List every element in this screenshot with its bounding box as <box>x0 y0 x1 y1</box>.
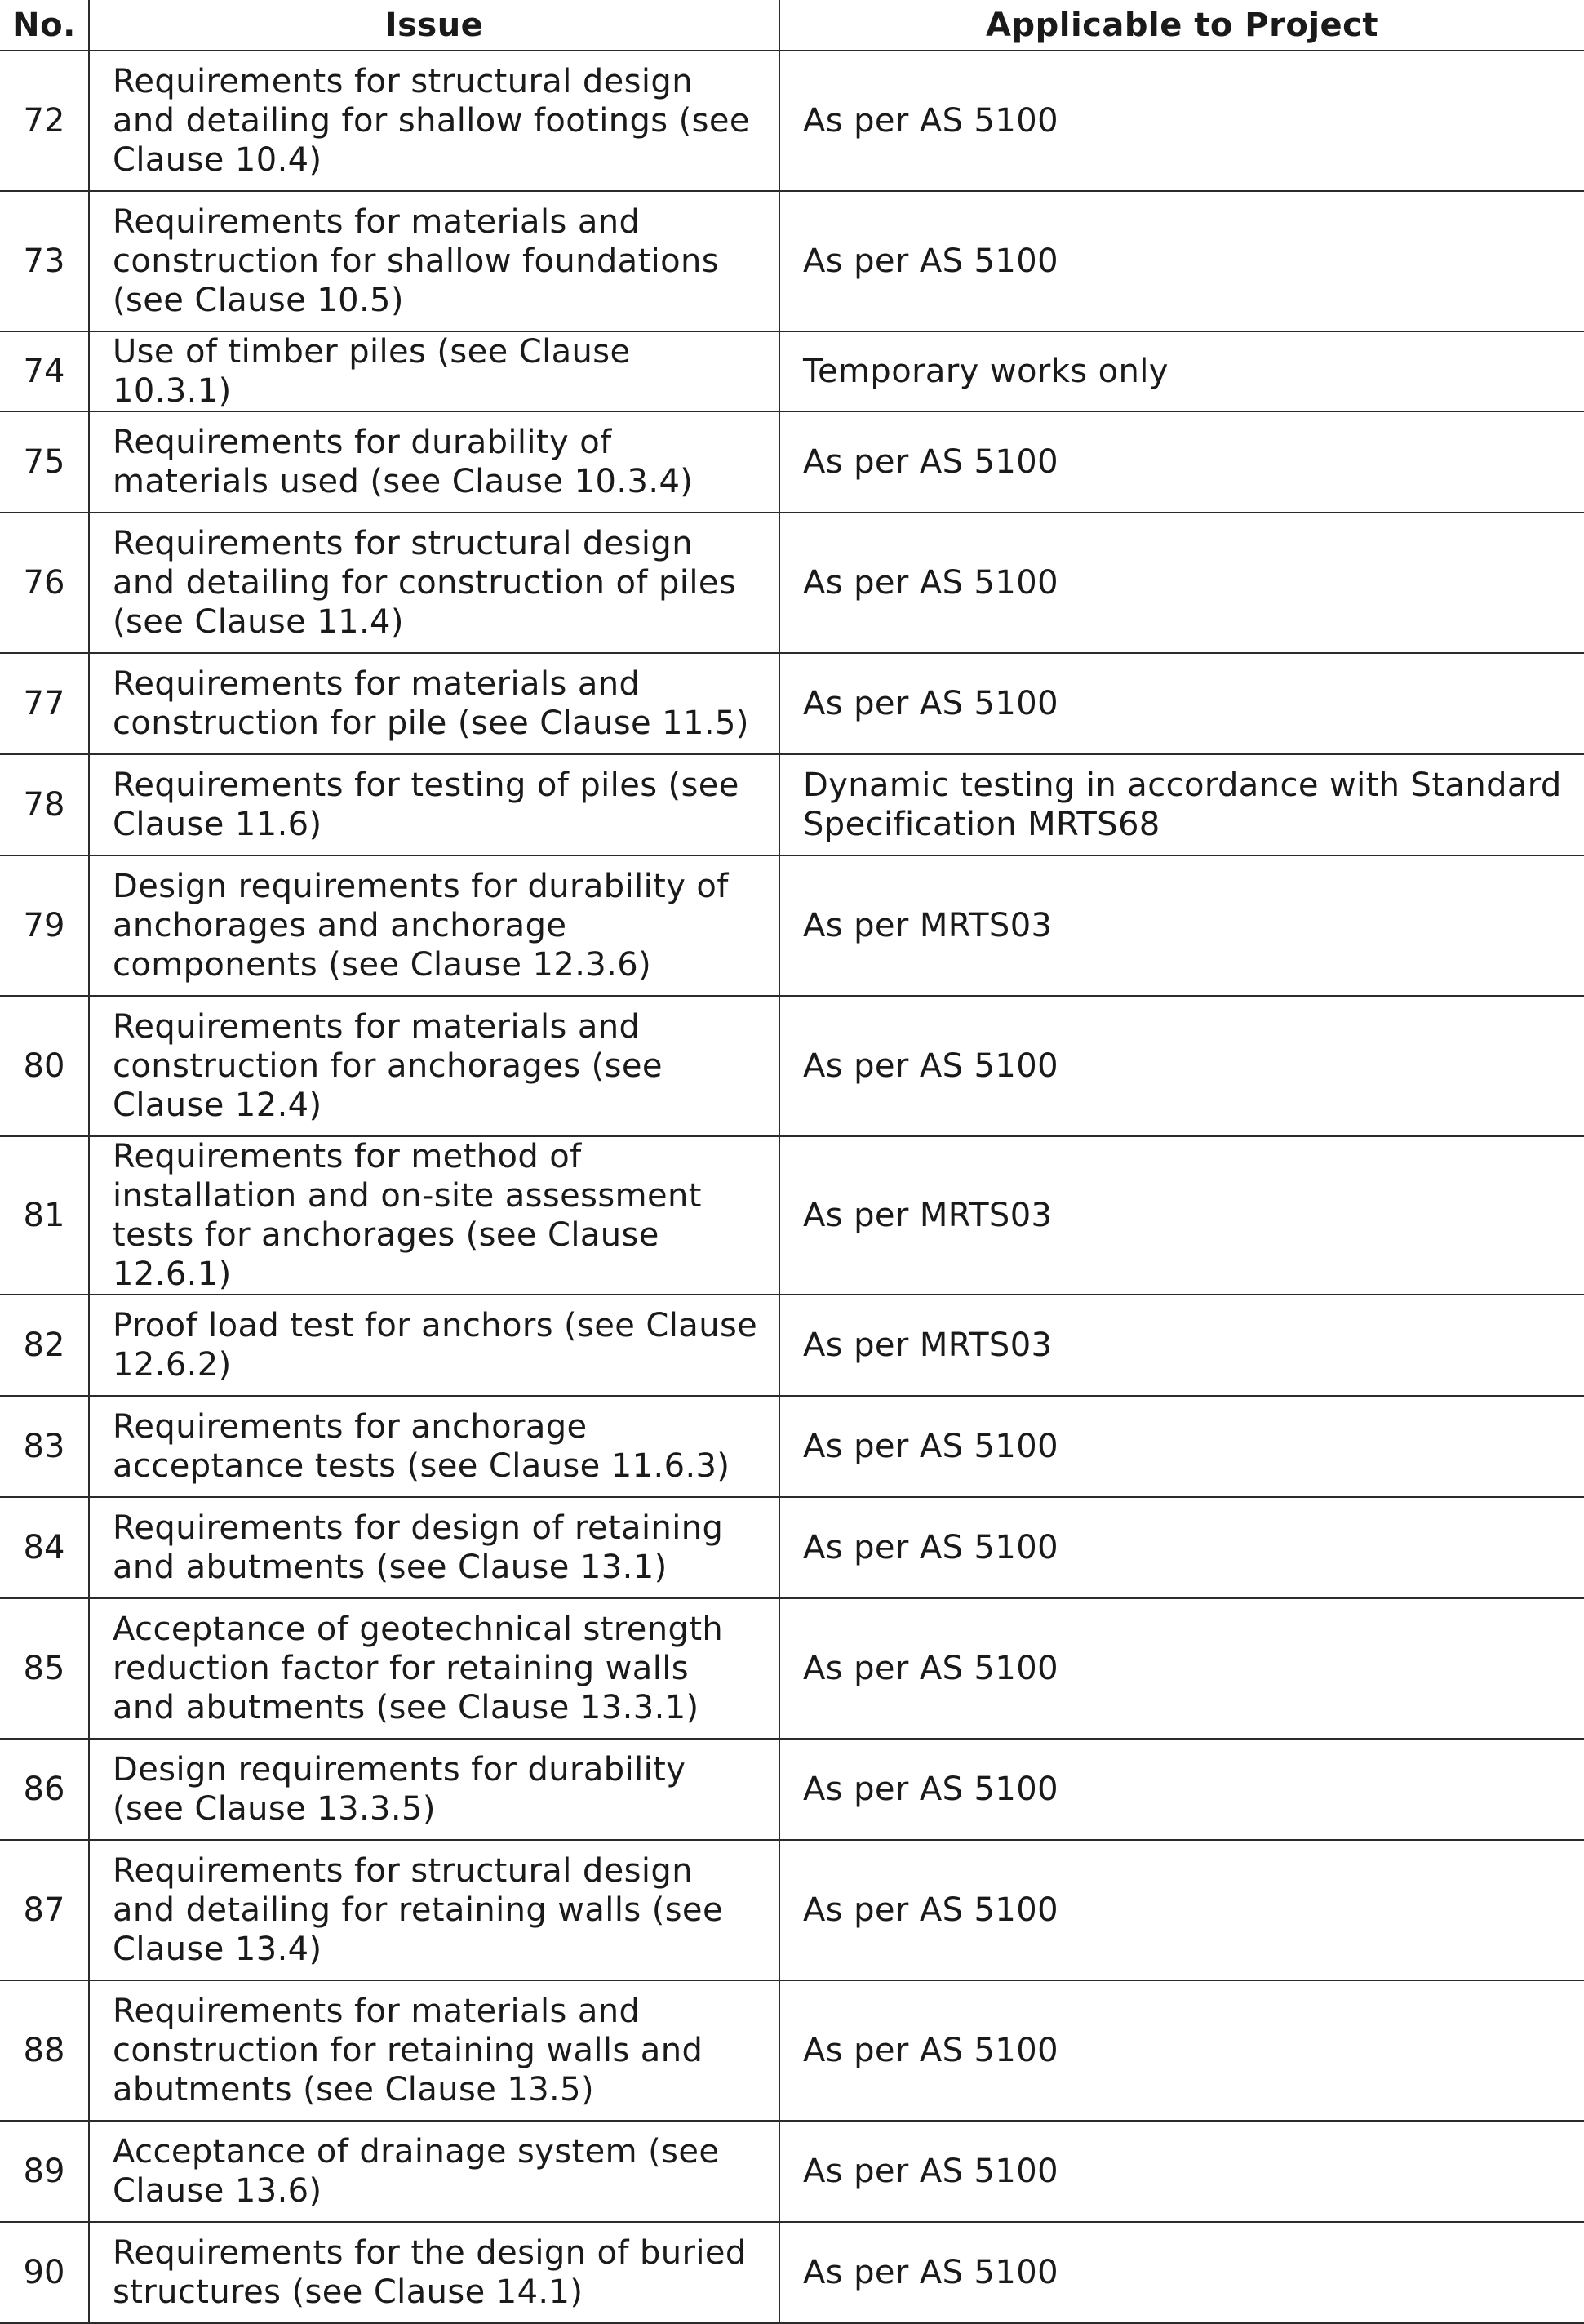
row-no: 72 <box>0 51 89 191</box>
row-no: 81 <box>0 1136 89 1295</box>
row-issue: Use of timber piles (see Clause 10.3.1) <box>89 331 779 411</box>
row-no: 82 <box>0 1295 89 1396</box>
table-row <box>0 1295 1584 1396</box>
row-applicable: As per AS 5100 <box>779 411 1584 513</box>
table-row <box>0 754 1584 855</box>
row-no: 80 <box>0 996 89 1136</box>
table-row <box>0 1840 1584 1980</box>
row-no: 73 <box>0 191 89 331</box>
row-issue: Requirements for the design of buried structures (see Clause 14.1) <box>89 2222 779 2323</box>
row-issue: Design requirements for durability of anchorages and anchorage components (see Clause 12.3.6) <box>89 855 779 996</box>
row-no: 76 <box>0 513 89 653</box>
table-row <box>0 855 1584 996</box>
row-issue: Requirements for materials and construction for anchorages (see Clause 12.4) <box>89 996 779 1136</box>
row-applicable: Dynamic testing in accordance with Standard Specification MRTS68 <box>779 754 1584 855</box>
table-row <box>0 51 1584 191</box>
table-row <box>0 996 1584 1136</box>
row-applicable: As per AS 5100 <box>779 1598 1584 1739</box>
row-issue: Requirements for method of installation and on-site assessment tests for anchorages (see Clause 12.6.1) <box>89 1136 779 1295</box>
row-issue: Design requirements for durability (see Clause 13.3.5) <box>89 1739 779 1840</box>
table-row <box>0 1598 1584 1739</box>
row-issue: Requirements for durability of materials used (see Clause 10.3.4) <box>89 411 779 513</box>
row-issue: Requirements for materials and construction for pile (see Clause 11.5) <box>89 653 779 754</box>
row-applicable: As per AS 5100 <box>779 1840 1584 1980</box>
row-applicable: As per AS 5100 <box>779 51 1584 191</box>
table-row <box>0 653 1584 754</box>
row-no: 87 <box>0 1840 89 1980</box>
row-applicable: As per AS 5100 <box>779 1980 1584 2121</box>
row-no: 79 <box>0 855 89 996</box>
row-applicable: Temporary works only <box>779 331 1584 411</box>
row-issue: Requirements for materials and construction for retaining walls and abutments (see Clause 13.5) <box>89 1980 779 2121</box>
row-applicable: As per MRTS03 <box>779 1136 1584 1295</box>
row-no: 77 <box>0 653 89 754</box>
table-row <box>0 1396 1584 1497</box>
row-no: 84 <box>0 1497 89 1598</box>
table-row <box>0 2222 1584 2323</box>
row-applicable: As per AS 5100 <box>779 2121 1584 2222</box>
row-no: 83 <box>0 1396 89 1497</box>
row-issue: Requirements for anchorage acceptance tests (see Clause 11.6.3) <box>89 1396 779 1497</box>
row-applicable: As per AS 5100 <box>779 1396 1584 1497</box>
row-no: 74 <box>0 331 89 411</box>
row-no: 75 <box>0 411 89 513</box>
header-issue: Issue <box>89 0 779 51</box>
row-no: 85 <box>0 1598 89 1739</box>
row-issue: Acceptance of drainage system (see Clause 13.6) <box>89 2121 779 2222</box>
row-issue: Requirements for structural design and detailing for construction of piles (see Clause 11.4) <box>89 513 779 653</box>
row-applicable: As per AS 5100 <box>779 191 1584 331</box>
row-applicable: As per AS 5100 <box>779 513 1584 653</box>
row-applicable: As per AS 5100 <box>779 653 1584 754</box>
row-issue: Proof load test for anchors (see Clause 12.6.2) <box>89 1295 779 1396</box>
header-no: No. <box>0 0 89 51</box>
row-no: 89 <box>0 2121 89 2222</box>
row-issue: Requirements for structural design and detailing for shallow footings (see Clause 10.4) <box>89 51 779 191</box>
row-no: 88 <box>0 1980 89 2121</box>
row-issue: Acceptance of geotechnical strength reduction factor for retaining walls and abutments (see Clause 13.3.1) <box>89 1598 779 1739</box>
table-row <box>0 1136 1584 1295</box>
row-applicable: As per MRTS03 <box>779 855 1584 996</box>
row-no: 86 <box>0 1739 89 1840</box>
row-issue: Requirements for materials and construction for shallow foundations (see Clause 10.5) <box>89 191 779 331</box>
table-row <box>0 2121 1584 2222</box>
table-row <box>0 331 1584 411</box>
header-applicable: Applicable to Project <box>779 0 1584 51</box>
table-row <box>0 411 1584 513</box>
table-row <box>0 191 1584 331</box>
table-row <box>0 513 1584 653</box>
row-applicable: As per MRTS03 <box>779 1295 1584 1396</box>
table-header-row <box>0 0 1584 51</box>
row-no: 90 <box>0 2222 89 2323</box>
row-applicable: As per AS 5100 <box>779 1739 1584 1840</box>
row-issue: Requirements for testing of piles (see Clause 11.6) <box>89 754 779 855</box>
row-applicable: As per AS 5100 <box>779 996 1584 1136</box>
table-row <box>0 1739 1584 1840</box>
row-issue: Requirements for structural design and detailing for retaining walls (see Clause 13.4) <box>89 1840 779 1980</box>
row-applicable: As per AS 5100 <box>779 1497 1584 1598</box>
row-issue: Requirements for design of retaining and abutments (see Clause 13.1) <box>89 1497 779 1598</box>
table-row <box>0 1980 1584 2121</box>
row-applicable: As per AS 5100 <box>779 2222 1584 2323</box>
row-no: 78 <box>0 754 89 855</box>
table-row <box>0 1497 1584 1598</box>
